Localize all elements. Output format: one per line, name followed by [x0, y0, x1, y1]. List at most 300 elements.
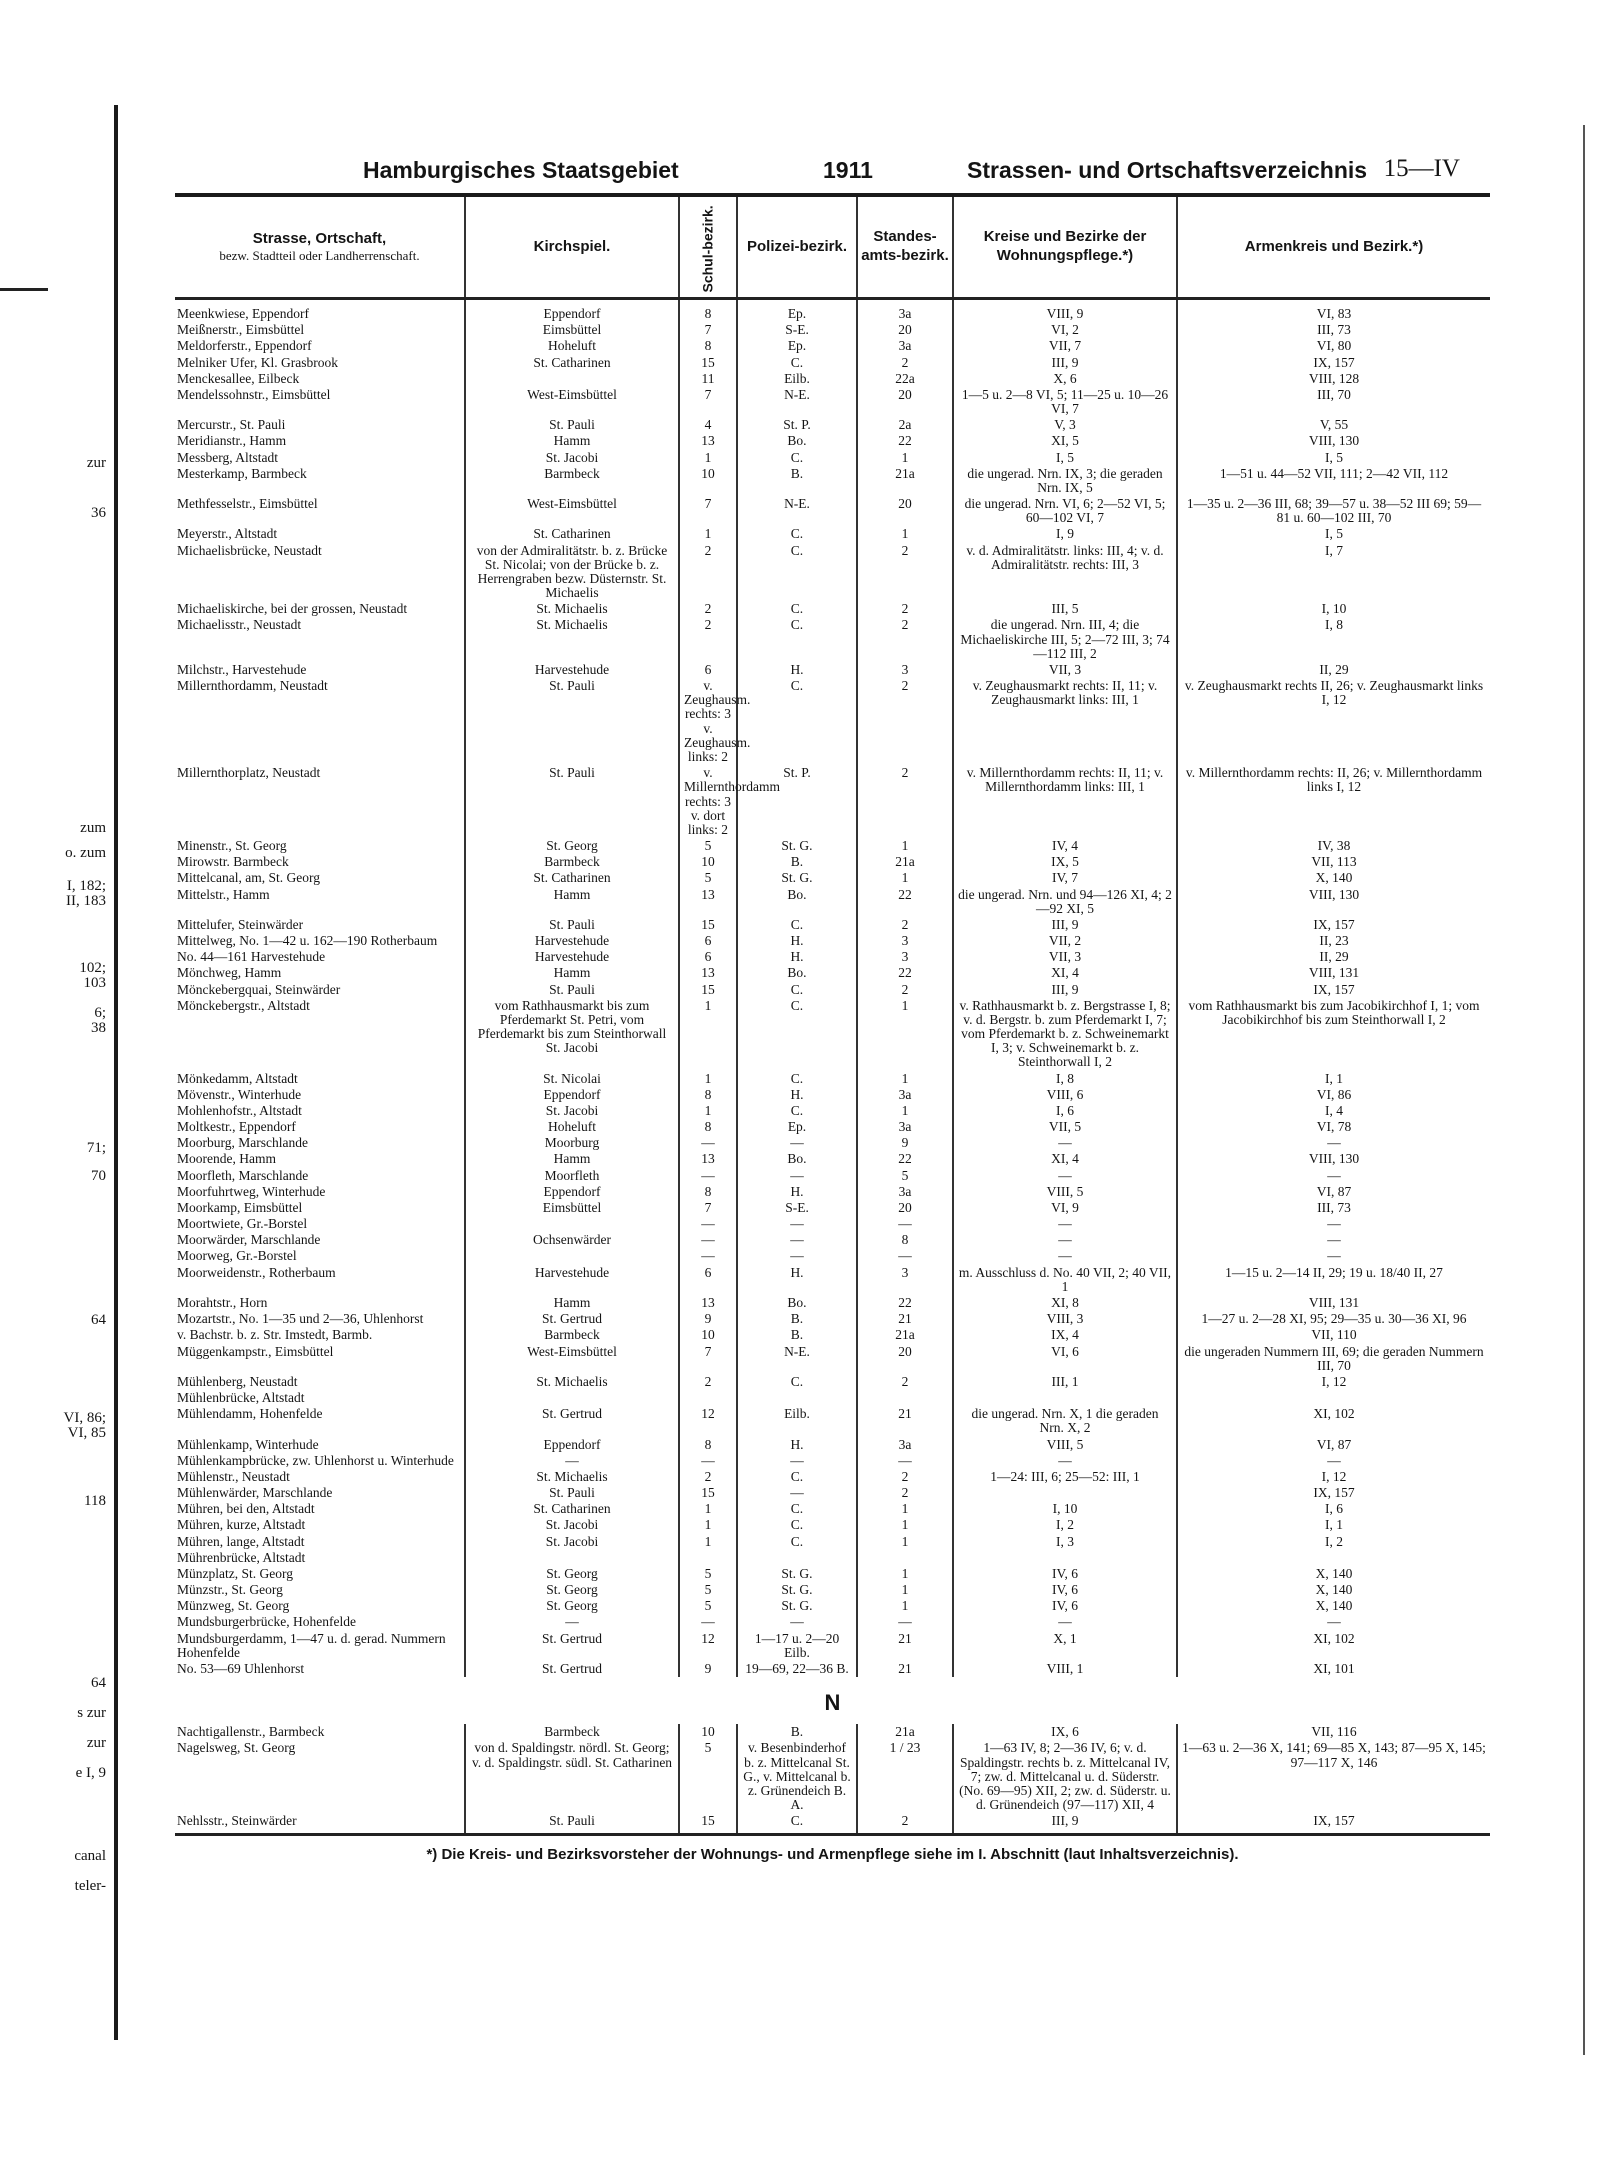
armenkreis-cell: 1—35 u. 2—36 III, 68; 39—57 u. 38—52 III 69; 59—81 u. 60—102 III, 70: [1177, 496, 1490, 526]
prev-fragment: canal: [74, 1848, 106, 1864]
street-name-cell: Moltkestr., Eppendorf: [177, 1119, 296, 1135]
wohnungspflege-cell: die ungerad. Nrn. IX, 3; die geraden Nrn. IX, 5: [953, 466, 1177, 496]
armenkreis-cell: IX, 157: [1177, 1813, 1490, 1829]
column-header-polizeibezirk: Polizei-bezirk.: [737, 197, 857, 299]
bottom-rule-cell: [857, 1829, 953, 1835]
wohnungspflege-cell: I, 2: [953, 1517, 1177, 1533]
kirchspiel-cell: —: [465, 1453, 679, 1469]
table-bottom-rule: [175, 1829, 1490, 1835]
table-row: [175, 1453, 1490, 1469]
standesamt-cell: 3a: [857, 1119, 953, 1135]
table-row: [175, 1390, 1490, 1406]
standesamt-cell: 2: [857, 1374, 953, 1390]
kirchspiel-cell: [465, 371, 679, 387]
schulbezirk-cell: 8: [679, 1437, 737, 1453]
column-header-standesamtsbezirk: Standes-amts-bezirk.: [857, 197, 953, 299]
standesamt-cell: 3a: [857, 1437, 953, 1453]
armenkreis-cell: I, 2: [1177, 1534, 1490, 1550]
schulbezirk-cell: —: [679, 1614, 737, 1630]
prev-fragment: e I, 9: [75, 1765, 106, 1781]
schulbezirk-cell: 10: [679, 466, 737, 496]
standesamt-cell: 22: [857, 1151, 953, 1167]
armenkreis-cell: II, 23: [1177, 933, 1490, 949]
wohnungspflege-cell: VIII, 6: [953, 1087, 1177, 1103]
wohnungspflege-cell: v. d. Admiralitätstr. links: III, 4; v. d. Admiralitätstr. rechts: III, 3: [953, 543, 1177, 602]
polizeibezirk-cell: C.: [737, 543, 857, 602]
standesamt-cell: 2: [857, 617, 953, 662]
kirchspiel-cell: St. Catharinen: [465, 870, 679, 886]
wohnungspflege-cell: VII, 2: [953, 933, 1177, 949]
schulbezirk-cell: 1: [679, 1517, 737, 1533]
table-row: [175, 1087, 1490, 1103]
kirchspiel-cell: St. Gertrud: [465, 1631, 679, 1661]
wohnungspflege-cell: IX, 6: [953, 1724, 1177, 1740]
kirchspiel-cell: [465, 1390, 679, 1406]
schulbezirk-cell: 1: [679, 998, 737, 1071]
table-row: [175, 917, 1490, 933]
table-row: [175, 1216, 1490, 1232]
standesamt-cell: 5: [857, 1168, 953, 1184]
wohnungspflege-cell: die ungerad. Nrn. und 94—126 XI, 4; 2—92 XI, 5: [953, 887, 1177, 917]
standesamt-cell: 1: [857, 1517, 953, 1533]
polizeibezirk-cell: Bo.: [737, 433, 857, 449]
wohnungspflege-cell: XI, 4: [953, 965, 1177, 981]
polizeibezirk-cell: C.: [737, 1103, 857, 1119]
schulbezirk-cell: 1: [679, 1103, 737, 1119]
schulbezirk-cell: 15: [679, 1485, 737, 1501]
armenkreis-cell: I, 10: [1177, 601, 1490, 617]
table-row: [175, 1813, 1490, 1829]
wohnungspflege-cell: IX, 4: [953, 1327, 1177, 1343]
schulbezirk-cell: 9: [679, 1311, 737, 1327]
wohnungspflege-cell: 1—63 IV, 8; 2—36 IV, 6; v. d. Spaldingstr. rechts b. z. Mittelcanal IV, 7; zw. d. Mittelcanal u. d. Süderstr. (No. 69—95) XII, 2; zw. d. Süderstr. u. d. Grünendeich (97—117) XII, 4: [953, 1740, 1177, 1813]
polizeibezirk-cell: —: [737, 1168, 857, 1184]
polizeibezirk-cell: C.: [737, 917, 857, 933]
wohnungspflege-cell: IV, 4: [953, 838, 1177, 854]
schulbezirk-cell: 10: [679, 854, 737, 870]
kirchspiel-cell: St. Pauli: [465, 917, 679, 933]
schulbezirk-cell: 12: [679, 1631, 737, 1661]
armenkreis-cell: I, 12: [1177, 1374, 1490, 1390]
kirchspiel-cell: St. Pauli: [465, 678, 679, 765]
armenkreis-cell: 1—63 u. 2—36 X, 141; 69—85 X, 143; 87—95 X, 145; 97—117 X, 146: [1177, 1740, 1490, 1813]
table-row: [175, 355, 1490, 371]
schulbezirk-cell: 8: [679, 1119, 737, 1135]
polizeibezirk-cell: S-E.: [737, 1200, 857, 1216]
polizeibezirk-cell: B.: [737, 1311, 857, 1327]
armenkreis-cell: vom Rathhausmarkt bis zum Jacobikirchhof I, 1; vom Jacobikirchhof bis zum Steinthorwall I, 2: [1177, 998, 1490, 1071]
polizeibezirk-cell: —: [737, 1485, 857, 1501]
schulbezirk-cell: 5: [679, 838, 737, 854]
street-name-cell: Münzplatz, St. Georg: [177, 1565, 293, 1581]
schulbezirk-cell: 5: [679, 1582, 737, 1598]
schulbezirk-cell: 13: [679, 965, 737, 981]
wohnungspflege-cell: 1—5 u. 2—8 VI, 5; 11—25 u. 10—26 VI, 7: [953, 387, 1177, 417]
wohnungspflege-cell: —: [953, 1614, 1177, 1630]
standesamt-cell: 3a: [857, 1087, 953, 1103]
standesamt-cell: 1: [857, 1582, 953, 1598]
table-row: [175, 526, 1490, 542]
standesamt-cell: 1: [857, 838, 953, 854]
table-row: [175, 1344, 1490, 1374]
polizeibezirk-cell: N-E.: [737, 1344, 857, 1374]
polizeibezirk-cell: Ep.: [737, 306, 857, 322]
prev-fragment: 6;: [94, 1005, 106, 1021]
table-row: [175, 765, 1490, 838]
armenkreis-cell: III, 73: [1177, 322, 1490, 338]
standesamt-cell: 1: [857, 450, 953, 466]
street-name-cell: Mittelweg, No. 1—42 u. 162—190 Rotherbaum: [177, 933, 438, 949]
armenkreis-cell: —: [1177, 1216, 1490, 1232]
street-name-cell: Moorende, Hamm: [177, 1151, 276, 1167]
wohnungspflege-cell: III, 1: [953, 1374, 1177, 1390]
polizeibezirk-cell: C.: [737, 601, 857, 617]
standesamt-cell: 3a: [857, 306, 953, 322]
standesamt-cell: 2a: [857, 417, 953, 433]
kirchspiel-cell: Harvestehude: [465, 662, 679, 678]
prev-fragment: o. zum: [65, 845, 106, 861]
polizeibezirk-cell: C.: [737, 1374, 857, 1390]
wohnungspflege-cell: m. Ausschluss d. No. 40 VII, 2; 40 VII, 1: [953, 1265, 1177, 1295]
kirchspiel-cell: [465, 1216, 679, 1232]
wohnungspflege-cell: [953, 1485, 1177, 1501]
standesamt-cell: 21: [857, 1406, 953, 1436]
armenkreis-cell: VIII, 131: [1177, 1295, 1490, 1311]
standesamt-cell: 21a: [857, 466, 953, 496]
schulbezirk-cell: 15: [679, 1813, 737, 1829]
armenkreis-cell: I, 1: [1177, 1517, 1490, 1533]
schulbezirk-cell: 5: [679, 1566, 737, 1582]
kirchspiel-cell: Harvestehude: [465, 933, 679, 949]
armenkreis-cell: VI, 87: [1177, 1437, 1490, 1453]
schulbezirk-cell: 6: [679, 933, 737, 949]
armenkreis-cell: V, 55: [1177, 417, 1490, 433]
street-name-cell: Mühren, lange, Altstadt: [177, 1533, 305, 1549]
standesamt-cell: [857, 1390, 953, 1406]
armenkreis-cell: VIII, 128: [1177, 371, 1490, 387]
page-left-edge: [114, 105, 118, 2040]
kirchspiel-cell: St. Nicolai: [465, 1071, 679, 1087]
street-name-cell: Mövenstr., Winterhude: [177, 1086, 302, 1102]
schulbezirk-cell: —: [679, 1248, 737, 1264]
wohnungspflege-cell: I, 6: [953, 1103, 1177, 1119]
polizeibezirk-cell: 19—69, 22—36 B.: [737, 1661, 857, 1677]
table-row: [175, 870, 1490, 886]
polizeibezirk-cell: St. P.: [737, 765, 857, 838]
table-row: [175, 1631, 1490, 1661]
kirchspiel-cell: St. Pauli: [465, 1813, 679, 1829]
wohnungspflege-cell: IX, 5: [953, 854, 1177, 870]
armenkreis-cell: I, 8: [1177, 617, 1490, 662]
armenkreis-cell: X, 140: [1177, 870, 1490, 886]
schulbezirk-cell: —: [679, 1232, 737, 1248]
kirchspiel-cell: [465, 1550, 679, 1566]
street-name-cell: Münzweg, St. Georg: [177, 1598, 290, 1614]
kirchspiel-cell: Moorburg: [465, 1135, 679, 1151]
street-name-cell: Mesterkamp, Barmbeck: [177, 465, 307, 481]
street-name-cell: Meyerstr., Altstadt: [177, 526, 278, 542]
street-name-cell: No. 44—161 Harvestehude: [177, 949, 326, 965]
wohnungspflege-cell: VII, 5: [953, 1119, 1177, 1135]
street-name-cell: Moortwiete, Gr.-Borstel: [177, 1216, 308, 1232]
polizeibezirk-cell: B.: [737, 1724, 857, 1740]
schulbezirk-cell: 2: [679, 617, 737, 662]
prev-fragment: 36: [91, 505, 106, 521]
table-row: [175, 1534, 1490, 1550]
street-name-cell: Mühren, bei den, Altstadt: [177, 1501, 315, 1517]
schulbezirk-cell: 1: [679, 1501, 737, 1517]
polizeibezirk-cell: Ep.: [737, 338, 857, 354]
armenkreis-cell: XI, 102: [1177, 1631, 1490, 1661]
street-name-cell: Moorweg, Gr.-Borstel: [177, 1248, 297, 1264]
kirchspiel-cell: West-Eimsbüttel: [465, 387, 679, 417]
kirchspiel-cell: Eppendorf: [465, 1184, 679, 1200]
polizeibezirk-cell: [737, 1550, 857, 1566]
standesamt-cell: 21a: [857, 1724, 953, 1740]
armenkreis-cell: VI, 78: [1177, 1119, 1490, 1135]
schulbezirk-cell: 1: [679, 1071, 737, 1087]
standesamt-cell: —: [857, 1614, 953, 1630]
kirchspiel-cell: Ochsenwärder: [465, 1232, 679, 1248]
standesamt-cell: 21a: [857, 1327, 953, 1343]
table-row: [175, 543, 1490, 602]
table-row: [175, 450, 1490, 466]
polizeibezirk-cell: C.: [737, 1469, 857, 1485]
polizeibezirk-cell: N-E.: [737, 387, 857, 417]
kirchspiel-cell: St. Pauli: [465, 417, 679, 433]
kirchspiel-cell: St. Gertrud: [465, 1311, 679, 1327]
table-row: [175, 838, 1490, 854]
polizeibezirk-cell: C.: [737, 526, 857, 542]
schulbezirk-cell: —: [679, 1168, 737, 1184]
standesamt-cell: —: [857, 1248, 953, 1264]
polizeibezirk-cell: —: [737, 1232, 857, 1248]
column-header-wohnungspflege: Kreise und Bezirke der Wohnungspflege.*): [953, 197, 1177, 299]
kirchspiel-cell: St. Jacobi: [465, 450, 679, 466]
table-row: [175, 1614, 1490, 1630]
armenkreis-cell: I, 1: [1177, 1071, 1490, 1087]
standesamt-cell: 1: [857, 1566, 953, 1582]
wohnungspflege-cell: die ungerad. Nrn. III, 4; die Michaeliskirche III, 5; 2—72 III, 3; 74—112 III, 2: [953, 617, 1177, 662]
armenkreis-cell: IX, 157: [1177, 1485, 1490, 1501]
standesamt-cell: 2: [857, 1469, 953, 1485]
street-name-cell: v. Bachstr. b. z. Str. Imstedt, Barmb.: [177, 1327, 373, 1343]
standesamt-cell: 3a: [857, 338, 953, 354]
standesamt-cell: 22: [857, 1295, 953, 1311]
street-name-cell: Messberg, Altstadt: [177, 449, 278, 465]
armenkreis-cell: X, 140: [1177, 1598, 1490, 1614]
kirchspiel-cell: Harvestehude: [465, 949, 679, 965]
kirchspiel-cell: St. Jacobi: [465, 1517, 679, 1533]
street-name-cell: Mundsburgerdamm, 1—47 u. d. gerad. Nummern Hohenfelde: [177, 1630, 446, 1660]
polizeibezirk-cell: S-E.: [737, 322, 857, 338]
armenkreis-cell: IV, 38: [1177, 838, 1490, 854]
armenkreis-cell: I, 5: [1177, 450, 1490, 466]
armenkreis-cell: I, 12: [1177, 1469, 1490, 1485]
armenkreis-cell: VIII, 130: [1177, 1151, 1490, 1167]
table-row: [175, 1103, 1490, 1119]
polizeibezirk-cell: 1—17 u. 2—20 Eilb.: [737, 1631, 857, 1661]
wohnungspflege-cell: III, 9: [953, 917, 1177, 933]
kirchspiel-cell: West-Eimsbüttel: [465, 496, 679, 526]
wohnungspflege-cell: —: [953, 1216, 1177, 1232]
kirchspiel-cell: St. Michaelis: [465, 1469, 679, 1485]
standesamt-cell: 2: [857, 1813, 953, 1829]
wohnungspflege-cell: IV, 7: [953, 870, 1177, 886]
wohnungspflege-cell: I, 8: [953, 1071, 1177, 1087]
polizeibezirk-cell: C.: [737, 1501, 857, 1517]
armenkreis-cell: 1—27 u. 2—28 XI, 95; 29—35 u. 30—36 XI, 96: [1177, 1311, 1490, 1327]
street-name-cell: Michaelisbrücke, Neustadt: [177, 542, 322, 558]
table-body: [175, 299, 1490, 1835]
table-row: [175, 496, 1490, 526]
polizeibezirk-cell: St. G.: [737, 1566, 857, 1582]
schulbezirk-cell: [679, 1390, 737, 1406]
table-row: [175, 662, 1490, 678]
wohnungspflege-cell: I, 5: [953, 450, 1177, 466]
table-row: [175, 949, 1490, 965]
wohnungspflege-cell: III, 5: [953, 601, 1177, 617]
kirchspiel-cell: St. Georg: [465, 1566, 679, 1582]
footnote: *) Die Kreis- und Bezirksvorsteher der Wohnungs- und Armenpflege siehe im I. Abschnitt (laut Inhaltsverzeichnis).: [426, 1846, 1239, 1864]
polizeibezirk-cell: H.: [737, 1184, 857, 1200]
standesamt-cell: 9: [857, 1135, 953, 1151]
table-row: [175, 322, 1490, 338]
polizeibezirk-cell: Bo.: [737, 965, 857, 981]
polizeibezirk-cell: N-E.: [737, 496, 857, 526]
wohnungspflege-cell: IV, 6: [953, 1582, 1177, 1598]
schulbezirk-cell: 15: [679, 982, 737, 998]
table-row: [175, 1550, 1490, 1566]
standesamt-cell: 21a: [857, 854, 953, 870]
table-row: [175, 387, 1490, 417]
wohnungspflege-cell: VII, 3: [953, 662, 1177, 678]
prev-fragment: II, 183: [66, 893, 106, 909]
armenkreis-cell: I, 4: [1177, 1103, 1490, 1119]
wohnungspflege-cell: VIII, 3: [953, 1311, 1177, 1327]
table-row: [175, 1437, 1490, 1453]
table-row: [175, 1566, 1490, 1582]
column-header-strasse: [175, 197, 465, 299]
street-name-cell: Mühlenstr., Neustadt: [177, 1468, 290, 1484]
armenkreis-cell: v. Zeughausmarkt rechts II, 26; v. Zeughausmarkt links I, 12: [1177, 678, 1490, 765]
armenkreis-cell: —: [1177, 1453, 1490, 1469]
schulbezirk-cell: 1: [679, 1534, 737, 1550]
wohnungspflege-cell: [953, 1550, 1177, 1566]
street-name-cell: Mozartstr., No. 1—35 und 2—36, Uhlenhorst: [177, 1311, 424, 1327]
street-name-cell: Mundsburgerbrücke, Hohenfelde: [177, 1614, 356, 1630]
armenkreis-cell: I, 5: [1177, 526, 1490, 542]
polizeibezirk-cell: St. G.: [737, 870, 857, 886]
street-name-cell: Meldorferstr., Eppendorf: [177, 338, 312, 354]
prev-fragment: 64: [91, 1675, 106, 1691]
table-row: [175, 998, 1490, 1071]
schulbezirk-cell: 12: [679, 1406, 737, 1436]
street-name-cell: Meridianstr., Hamm: [177, 433, 287, 449]
wohnungspflege-cell: VII, 7: [953, 338, 1177, 354]
prev-fragment: s zur: [77, 1705, 106, 1721]
standesamt-cell: 2: [857, 982, 953, 998]
bottom-rule-cell: [679, 1829, 737, 1835]
wohnungspflege-cell: die ungerad. Nrn. VI, 6; 2—52 VI, 5; 60—102 VI, 7: [953, 496, 1177, 526]
armenkreis-cell: VI, 80: [1177, 338, 1490, 354]
bottom-rule-cell: [175, 1829, 465, 1835]
kirchspiel-cell: vom Rathhausmarkt bis zum Pferdemarkt St. Petri, vom Pferdemarkt bis zum Steinthorwall St. Jacobi: [465, 998, 679, 1071]
standesamt-cell: 21: [857, 1311, 953, 1327]
standesamt-cell: 20: [857, 496, 953, 526]
street-name-cell: Millernthorplatz, Neustadt: [177, 765, 321, 781]
standesamt-cell: 3: [857, 1265, 953, 1295]
standesamt-cell: 2: [857, 601, 953, 617]
running-head-title: Hamburgisches Staatsgebiet: [363, 157, 679, 183]
kirchspiel-cell: St. Georg: [465, 1582, 679, 1598]
wohnungspflege-cell: V, 3: [953, 417, 1177, 433]
standesamt-cell: 20: [857, 1200, 953, 1216]
schulbezirk-cell: 2: [679, 601, 737, 617]
polizeibezirk-cell: C.: [737, 678, 857, 765]
kirchspiel-cell: Eppendorf: [465, 1437, 679, 1453]
schulbezirk-cell: 2: [679, 543, 737, 602]
table-row: [175, 371, 1490, 387]
wohnungspflege-cell: —: [953, 1135, 1177, 1151]
table-row: [175, 965, 1490, 981]
polizeibezirk-cell: C.: [737, 355, 857, 371]
previous-page-rule: [0, 288, 48, 291]
street-name-cell: Mercurstr., St. Pauli: [177, 417, 286, 433]
table-row: [175, 1327, 1490, 1343]
table-row: [175, 1311, 1490, 1327]
table-row: [175, 933, 1490, 949]
schulbezirk-cell: 9: [679, 1661, 737, 1677]
kirchspiel-cell: Barmbeck: [465, 854, 679, 870]
wohnungspflege-cell: [953, 1390, 1177, 1406]
prev-fragment: 70: [91, 1168, 106, 1184]
prev-fragment: 102;: [79, 960, 106, 976]
schulbezirk-cell: 8: [679, 306, 737, 322]
standesamt-cell: 2: [857, 678, 953, 765]
polizeibezirk-cell: H.: [737, 949, 857, 965]
armenkreis-cell: [1177, 1390, 1490, 1406]
street-name-cell: Millernthordamm, Neustadt: [177, 678, 328, 694]
schulbezirk-cell: 5: [679, 1598, 737, 1614]
letter-heading: N: [824, 1690, 841, 1716]
table-row: [175, 1406, 1490, 1436]
street-name-cell: Mührenbrücke, Altstadt: [177, 1549, 306, 1565]
street-name-cell: Michaelisstr., Neustadt: [177, 617, 302, 633]
polizeibezirk-cell: C.: [737, 450, 857, 466]
schulbezirk-cell: 2: [679, 1374, 737, 1390]
wohnungspflege-cell: v. Millernthordamm rechts: II, 11; v. Millernthordamm links: III, 1: [953, 765, 1177, 838]
street-name-cell: Mittelstr., Hamm: [177, 886, 270, 902]
schulbezirk-cell: 7: [679, 1344, 737, 1374]
table-row: [175, 617, 1490, 662]
kirchspiel-cell: West-Eimsbüttel: [465, 1344, 679, 1374]
wohnungspflege-cell: X, 6: [953, 371, 1177, 387]
armenkreis-cell: II, 29: [1177, 662, 1490, 678]
armenkreis-cell: 1—51 u. 44—52 VII, 111; 2—42 VII, 112: [1177, 466, 1490, 496]
schulbezirk-cell: 13: [679, 887, 737, 917]
kirchspiel-cell: St. Michaelis: [465, 601, 679, 617]
polizeibezirk-cell: C.: [737, 1517, 857, 1533]
schulbezirk-cell: 13: [679, 433, 737, 449]
table-row: [175, 1582, 1490, 1598]
armenkreis-cell: VI, 83: [1177, 306, 1490, 322]
polizeibezirk-cell: —: [737, 1135, 857, 1151]
polizeibezirk-cell: C.: [737, 1813, 857, 1829]
armenkreis-cell: X, 140: [1177, 1566, 1490, 1582]
street-name-cell: Müggenkampstr., Eimsbüttel: [177, 1343, 334, 1359]
standesamt-cell: 1: [857, 1103, 953, 1119]
